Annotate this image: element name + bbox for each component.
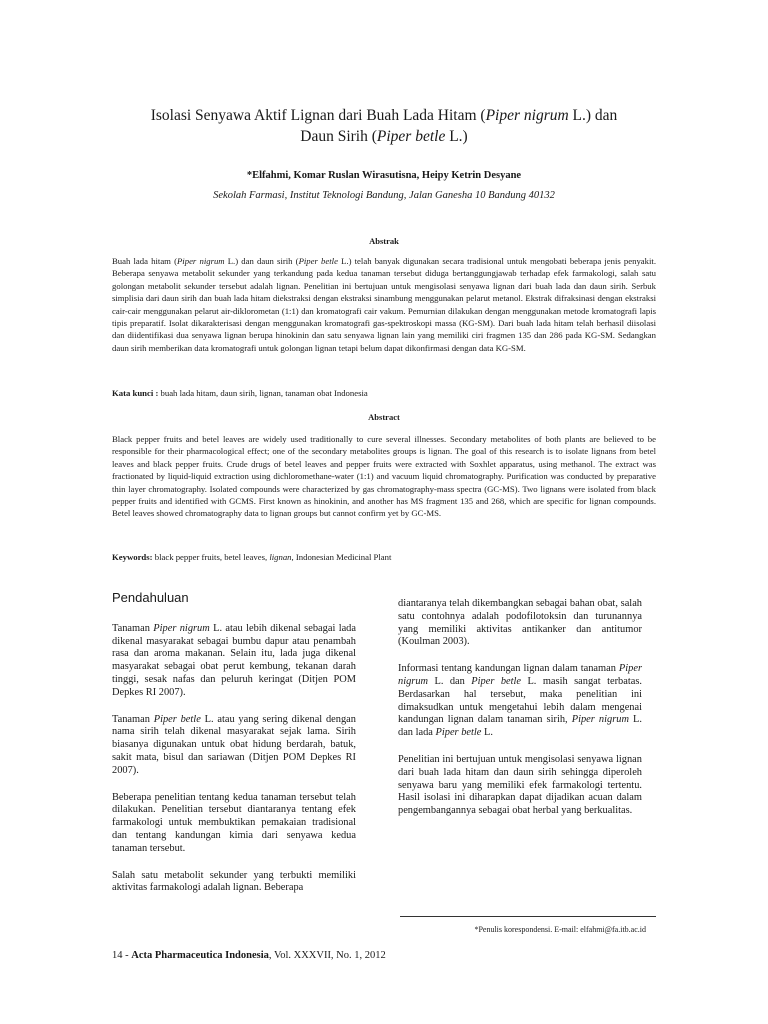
paragraph: Penelitian ini bertujuan untuk mengisolasi senyawa lignan dari buah lada hitam dan daun sirih sehingga diperoleh senyawa baru yang memiliki efek farmakologi tertentu. Hasil isolasi ini diharapkan dapat dijadikan acuan dalam pengembangannya sebagai obat herbal yang berkualitas. <box>398 753 642 817</box>
paragraph: diantaranya telah dikembangkan sebagai bahan obat, salah satu contohnya adalah podofilotoksin dan turunannya yang memiliki aktivitas antikanker dan antitumor (Koulman 2003). <box>398 598 642 648</box>
footnote-divider <box>400 916 656 917</box>
paragraph: Beberapa penelitian tentang kedua tanaman tersebut telah dilakukan. Penelitian tersebut diantaranya tentang efek farmakologi untuk membuktikan pemakaian tradisional dan tentang kandungan kimia dari senyawa kedua tanaman tersebut. <box>112 791 356 854</box>
title-text: Daun Sirih ( <box>300 128 377 145</box>
author-list: *Elfahmi, Komar Ruslan Wirasutisna, Heipy Ketrin Desyane <box>246 170 522 181</box>
keywords-text: buah lada hitam, daun sirih, lignan, tanaman obat Indonesia <box>158 388 368 398</box>
abstrak-heading: Abstrak <box>369 236 399 246</box>
kata-kunci <box>112 387 656 399</box>
title-species: Piper nigrum <box>485 107 569 124</box>
title-text: L.) dan <box>568 107 618 124</box>
title-text: Isolasi Senyawa Aktif Lignan dari Buah Lada Hitam ( <box>150 107 486 124</box>
abstract-heading: Abstract <box>368 412 400 422</box>
title-species: Piper betle <box>376 128 446 145</box>
affiliation: Sekolah Farmasi, Institut Teknologi Bandung, Jalan Ganesha 10 Bandung 40132 <box>213 190 555 201</box>
right-column <box>398 598 642 832</box>
paper-title <box>80 105 688 147</box>
footnote: *Penulis korespondensi. E-mail: elfahmi@fa.itb.ac.id <box>474 925 646 934</box>
section-heading: Pendahuluan <box>112 590 189 605</box>
journal-name: Acta Pharmaceutica Indonesia <box>131 950 269 961</box>
page-number: 14 - <box>112 950 132 961</box>
left-column <box>112 592 356 909</box>
abstract-body: Black pepper fruits and betel leaves are widely used traditionally to cure several illnesses. Secondary metabolites of both plants are believed to be responsible for their pharmacological effect; one of the secondary metabolites groups is lignan. The goal of this research is to isolate lignans from betel leaves and black pepper fruits. Crude drugs of betel leaves and pepper fruits were extracted with Soxhlet apparatus, using methanol. The extract was fractionated by liquid-liquid extraction using dichloromethane-water (1:1) and vacuum liquid chromatography. Purification was conducted by preparative thin layer chromatography. Isolated compounds were characterized by gas chromatography-mass spectra (GC-MS). Two lignans were isolated from black pepper fruits and identified with GCMS. First known as hinokinin, and another has MS fragment 135 and 268, which are specific for lignan compounds. Betel leaves showed chromatography data to lignan groups but cannot confirm yet by GC-MS. <box>112 434 656 519</box>
paragraph: Salah satu metabolit sekunder yang terbukti memiliki aktivitas farmakologi adalah lignan. Beberapa <box>112 869 356 894</box>
page-footer <box>112 950 672 961</box>
paragraph: Informasi tentang kandungan lignan dalam tanaman Piper nigrum L. dan Piper betle L. masih sangat terbatas. Berdasarkan hal tersebut, maka penelitian ini dimaksudkan untuk mengetahui lebih dalam mengenai kandungan lignan dalam tanaman sirih, Piper nigrum L. dan lada Piper betle L. <box>398 663 642 739</box>
paragraph: Tanaman Piper nigrum L. atau lebih dikenal sebagai lada dikenal masyarakat sebagai bumbu dapur atau penambah rasa dan aroma makanan. Selain itu, lada juga dikenal masyarakat sebagai obat perut kembung, tekanan darah tinggi, sesak nafas dan peluruh keringat (Ditjen POM Depkes RI 2007). <box>112 622 356 698</box>
keywords-label: Keywords: <box>112 552 153 562</box>
paragraph: Tanaman Piper betle L. atau yang sering dikenal dengan nama sirih telah dikenal masyarakat sejak lama. Sirih biasanya digunakan untuk obat hidung berdarah, batuk, sakit mata, bisul dan sariawan (Ditjen POM Depkes RI 2007). <box>112 713 356 776</box>
keywords: Keywords: black pepper fruits, betel leaves, lignan, Indonesian Medicinal Plant <box>112 552 392 562</box>
abstrak-body: Buah lada hitam (Piper nigrum L.) dan daun sirih (Piper betle L.) telah banyak digunakan secara tradisional untuk mengobati beberapa jenis penyakit. Beberapa senyawa metabolit sekunder yang terkandung pada kedua tanaman tersebut diduga bertanggungjawab terhadap efek farmakologi, salah satu golongan metabolit sekunder tersebut adalah lignan. Penelitian ini bertujuan untuk mengisolasi senyawa lignan dari buah lada dan daun sirih. Serbuk simplisia dari daun sirih dan buah lada hitam diekstraksi dengan ekstraksi sinambung menggunakan pelarut metanol. Ekstrak difraksinasi dengan ekstraksi cair-cair menggunakan pelarut air-diklorometan (1:1) dan kromatografi cair vakum. Pemurnian dilakukan dengan menggunakan metode kromatografi lapis tipis preparatif. Isolat dikarakterisasi dengan menggunakan kromatografi gas-spektroskopi massa (KG-SM). Dari buah lada hitam telah berhasil diisolasi dan diidentifikasi dua senyawa lignan berupa hinokinin dan satu senyawa lignan lain yang memiliki ciri fragmen 135 dan 286 pada KG-SM. Sedangkan daun sirih memberikan data kromatografi untuk golongan lignan tetapi belum dapat dikonfirmasi dengan data KG-SM. <box>112 256 657 353</box>
volume-info: , Vol. XXXVII, No. 1, 2012 <box>268 950 386 961</box>
title-text: L.) <box>445 128 468 145</box>
keywords-label: Kata kunci : <box>112 388 159 398</box>
